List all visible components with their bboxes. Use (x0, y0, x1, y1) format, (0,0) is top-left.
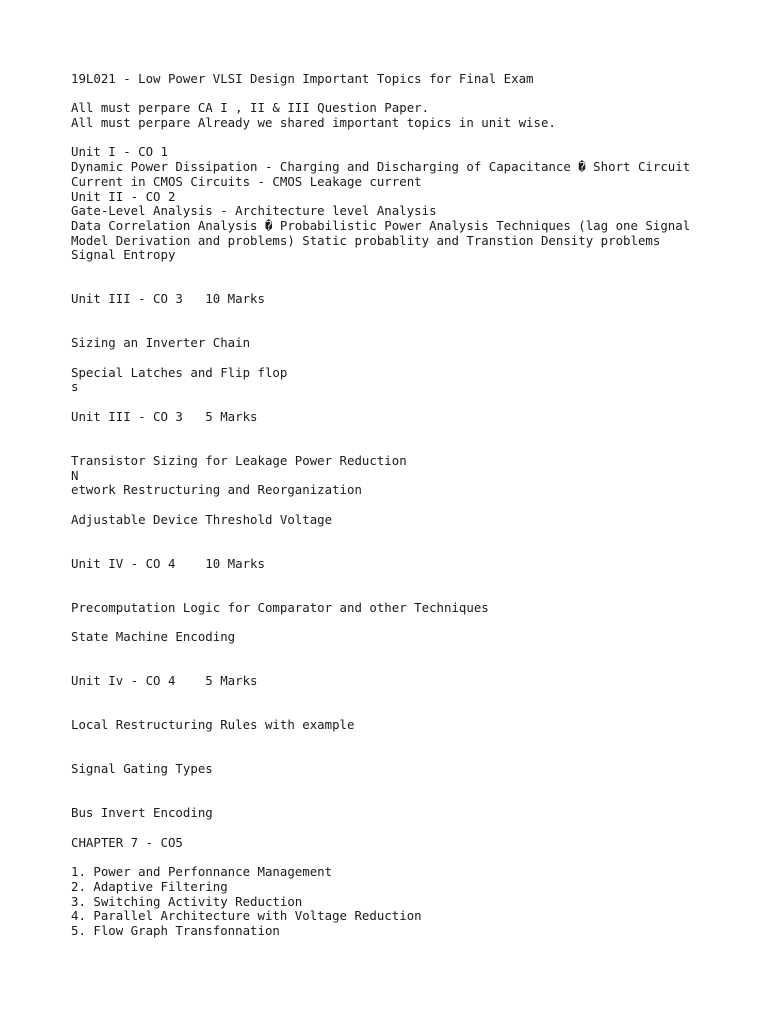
intro-line-1: All must perpare CA I , II & III Question Paper. (71, 100, 430, 116)
chapter7-item-5: 5. Flow Graph Transfonnation (71, 922, 280, 938)
blank-line (71, 527, 751, 542)
blank-line (71, 615, 751, 630)
blank-line (71, 395, 751, 410)
unit4-topic-state-machine: State Machine Encoding (71, 629, 236, 645)
blank-line (71, 748, 751, 763)
blank-line (71, 263, 751, 278)
unit2-line-3: Model Derivation and problems) Static probablity and Transtion Density problems (71, 232, 661, 248)
unit2-line-1: Gate-Level Analysis - Architecture level Analysis (71, 203, 437, 219)
unit3-10marks-heading: Unit III - CO 3 10 Marks (71, 291, 265, 307)
unit2-line-4: Signal Entropy (71, 247, 176, 263)
blank-line (71, 542, 751, 557)
blank-line (71, 278, 751, 293)
unit4-topic-precomputation: Precomputation Logic for Comparator and other Techniques (71, 599, 489, 615)
unit3-5marks-heading: Unit III - CO 3 5 Marks (71, 408, 258, 424)
intro-line-2: All must perpare Already we shared important topics in unit wise. (71, 115, 556, 131)
blank-line (71, 792, 751, 807)
unit3-topic-network-start: N (71, 467, 79, 483)
blank-line (71, 850, 751, 865)
blank-line (71, 131, 751, 146)
blank-line (71, 498, 751, 513)
unit4-topic-local-restructuring: Local Restructuring Rules with example (71, 717, 355, 733)
document-title: 19L021 - Low Power VLSI Design Important Topics for Final Exam (71, 71, 534, 86)
blank-line (71, 571, 751, 586)
blank-line (71, 733, 751, 748)
unit1-line-2: Current in CMOS Circuits - CMOS Leakage current (71, 173, 422, 189)
unit4-5marks-heading: Unit Iv - CO 4 5 Marks (71, 673, 258, 689)
blank-line (71, 777, 751, 792)
blank-line (71, 645, 751, 660)
unit3-topic-network-restructuring: etwork Restructuring and Reorganization (71, 482, 362, 498)
blank-line (71, 307, 751, 322)
document-page (71, 72, 751, 939)
unit1-heading: Unit I - CO 1 (71, 144, 168, 160)
blank-line (71, 586, 751, 601)
unit1-line-1: Dynamic Power Dissipation - Charging and Discharging of Capacitance � Short Circuit (71, 159, 691, 175)
blank-line (71, 821, 751, 836)
blank-line (71, 87, 751, 102)
chapter7-heading: CHAPTER 7 - CO5 (71, 834, 183, 850)
chapter7-item-1: 1. Power and Perfonnance Management (71, 864, 333, 880)
blank-line (71, 351, 751, 366)
unit3-topic-threshold-voltage: Adjustable Device Threshold Voltage (71, 511, 333, 527)
blank-line (71, 439, 751, 454)
blank-line (71, 322, 751, 337)
chapter7-item-3: 3. Switching Activity Reduction (71, 893, 303, 909)
blank-line (71, 704, 751, 719)
unit3-topic-transistor-sizing: Transistor Sizing for Leakage Power Reduction (71, 452, 407, 468)
blank-line (71, 689, 751, 704)
unit3-topic-latches-cont: s (71, 379, 79, 395)
chapter7-item-2: 2. Adaptive Filtering (71, 878, 228, 894)
blank-line (71, 425, 751, 440)
unit4-topic-signal-gating: Signal Gating Types (71, 761, 213, 777)
unit4-10marks-heading: Unit IV - CO 4 10 Marks (71, 555, 265, 571)
unit2-line-2: Data Correlation Analysis � Probabilistic Power Analysis Techniques (lag one Signal (71, 217, 691, 233)
blank-line (71, 660, 751, 675)
unit3-topic-latches: Special Latches and Flip flop (71, 364, 288, 380)
unit4-topic-bus-invert: Bus Invert Encoding (71, 805, 213, 821)
unit2-heading: Unit II - CO 2 (71, 188, 176, 204)
unit3-topic-inverter-chain: Sizing an Inverter Chain (71, 335, 251, 351)
chapter7-item-4: 4. Parallel Architecture with Voltage Reduction (71, 908, 422, 924)
